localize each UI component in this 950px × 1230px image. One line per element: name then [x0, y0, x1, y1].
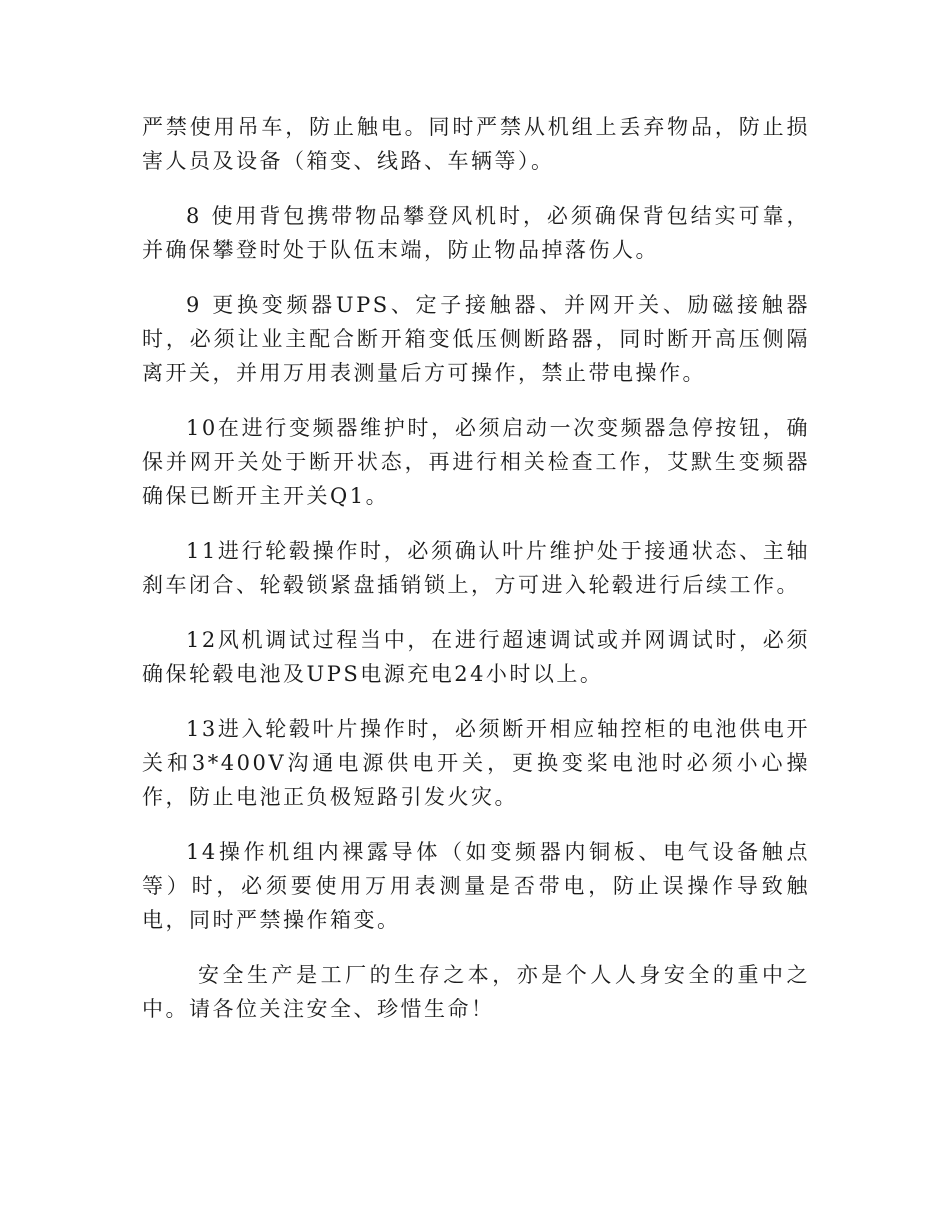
paragraph-item-11: 11进行轮毂操作时，必须确认叶片维护处于接通状态、主轴刹车闭合、轮毂锁紧盘插销锁上，方可进入轮毂进行后续工作。: [142, 539, 810, 597]
paragraph-item-12: 12风机调试过程当中，在进行超速调试或并网调试时，必须确保轮毂电池及UPS电源充电24小时以上。: [142, 628, 810, 686]
closing-paragraph: 安全生产是工厂的生存之本，亦是个人人身安全的重中之中。请各位关注安全、珍惜生命！: [142, 963, 810, 1021]
paragraph-item-13: 13进入轮毂叶片操作时，必须断开相应轴控柜的电池供电开关和3*400V沟通电源供电开关，更换变桨电池时必须小心操作，防止电池正负极短路引发火灾。: [142, 717, 810, 809]
paragraph-item-9: 9 更换变频器UPS、定子接触器、并网开关、励磁接触器时，必须让业主配合断开箱变低压侧断路器，同时断开高压侧隔离开关，并用万用表测量后方可操作，禁止带电操作。: [142, 293, 810, 385]
paragraph-continuation: 严禁使用吊车，防止触电。同时严禁从机组上丢弃物品，防止损害人员及设备（箱变、线路、车辆等）。: [142, 115, 810, 173]
document-body: [142, 110, 810, 1047]
paragraph-item-10: 10在进行变频器维护时，必须启动一次变频器急停按钮，确保并网开关处于断开状态，再进行相关检查工作，艾默生变频器确保已断开主开关Q1。: [142, 416, 810, 508]
paragraph-item-14: 14操作机组内裸露导体（如变频器内铜板、电气设备触点等）时，必须要使用万用表测量是否带电，防止误操作导致触电，同时严禁操作箱变。: [142, 840, 810, 932]
paragraph-item-8: 8 使用背包携带物品攀登风机时，必须确保背包结实可靠，并确保攀登时处于队伍末端，防止物品掉落伤人。: [142, 204, 810, 262]
